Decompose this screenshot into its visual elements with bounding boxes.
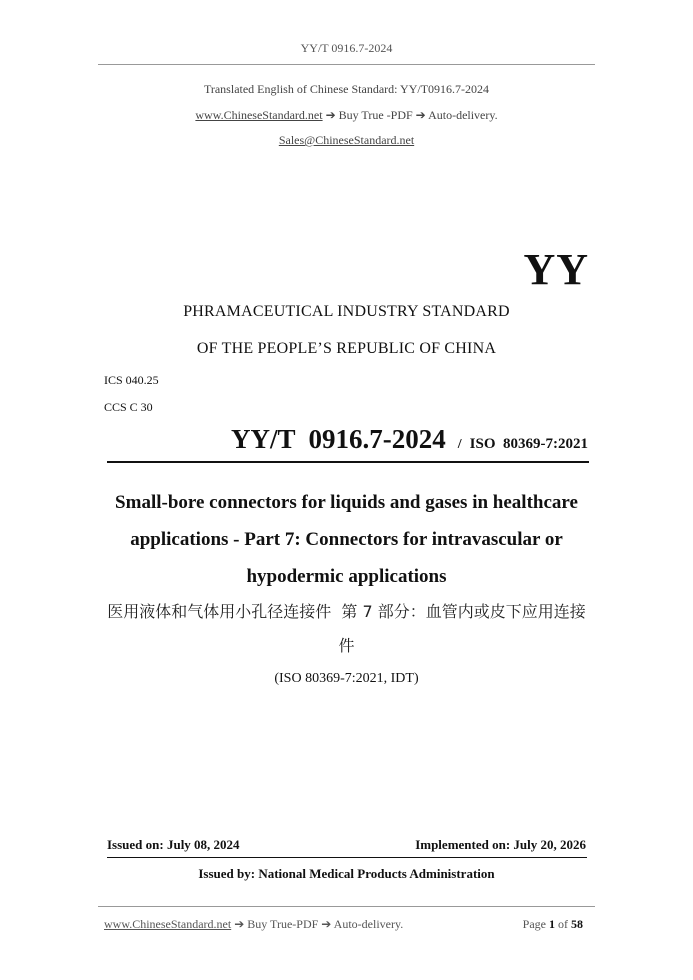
standard-type-line-2: OF THE PEOPLE’S REPUBLIC OF CHINA <box>196 340 497 357</box>
footer-site-link[interactable]: www.ChineseStandard.net <box>104 917 232 931</box>
title-line-2: applications - Part 7: Connectors for intravascular or <box>130 529 563 550</box>
chinese-title-line-2: 件 <box>338 636 355 655</box>
code-separator: / <box>457 437 462 452</box>
implemented-date: Implemented on: July 20, 2026 <box>415 837 586 852</box>
iso-reference: (ISO 80369-7:2021, IDT) <box>274 671 419 686</box>
issued-date: Issued on: July 08, 2024 <box>107 837 240 852</box>
of-label: of <box>558 917 568 931</box>
site-link[interactable]: www.ChineseStandard.net <box>195 108 323 122</box>
code-divider <box>107 461 589 463</box>
standard-number: YY/T 0916.7-2024 <box>231 424 446 454</box>
footer-divider <box>98 906 595 907</box>
promo-line-3 <box>0 133 693 148</box>
sales-email-link[interactable]: Sales@ChineseStandard.net <box>278 133 415 147</box>
page-number: 1 <box>549 917 555 931</box>
promo-line-2 <box>0 108 693 123</box>
standard-code <box>231 424 588 455</box>
chinese-title-line-1: 医用液体和气体用小孔径连接件 第 7 部分：血管内或皮下应用连接 <box>107 602 586 621</box>
page-label: Page <box>522 917 546 931</box>
running-header: YY/T 0916.7-2024 <box>300 41 393 55</box>
ics-code: ICS 040.25 <box>104 373 159 387</box>
chinese-title <box>0 595 693 663</box>
promo-line-2-text: ➔ Buy True -PDF ➔ Auto-delivery. <box>325 108 498 122</box>
standard-type-line-1: PHRAMACEUTICAL INDUSTRY STANDARD <box>183 303 510 320</box>
page-total: 58 <box>571 917 583 931</box>
footer-promo <box>104 917 403 932</box>
ccs-code: CCS C 30 <box>104 400 153 414</box>
dates-divider <box>107 857 587 858</box>
footer-promo-text: ➔ Buy True-PDF ➔ Auto-delivery. <box>234 917 404 931</box>
iso-number: ISO 80369-7:2021 <box>469 436 588 452</box>
document-title <box>0 484 693 595</box>
issuing-authority: Issued by: National Medical Products Administration <box>198 866 495 881</box>
promo-line-1: Translated English of Chinese Standard: YY/T0916.7-2024 <box>203 82 490 96</box>
title-line-3: hypodermic applications <box>246 566 447 587</box>
title-line-1: Small-bore connectors for liquids and gases in healthcare <box>115 492 578 513</box>
page-indicator <box>523 917 583 932</box>
header-divider <box>98 64 595 65</box>
standard-logo: YY <box>523 245 589 294</box>
